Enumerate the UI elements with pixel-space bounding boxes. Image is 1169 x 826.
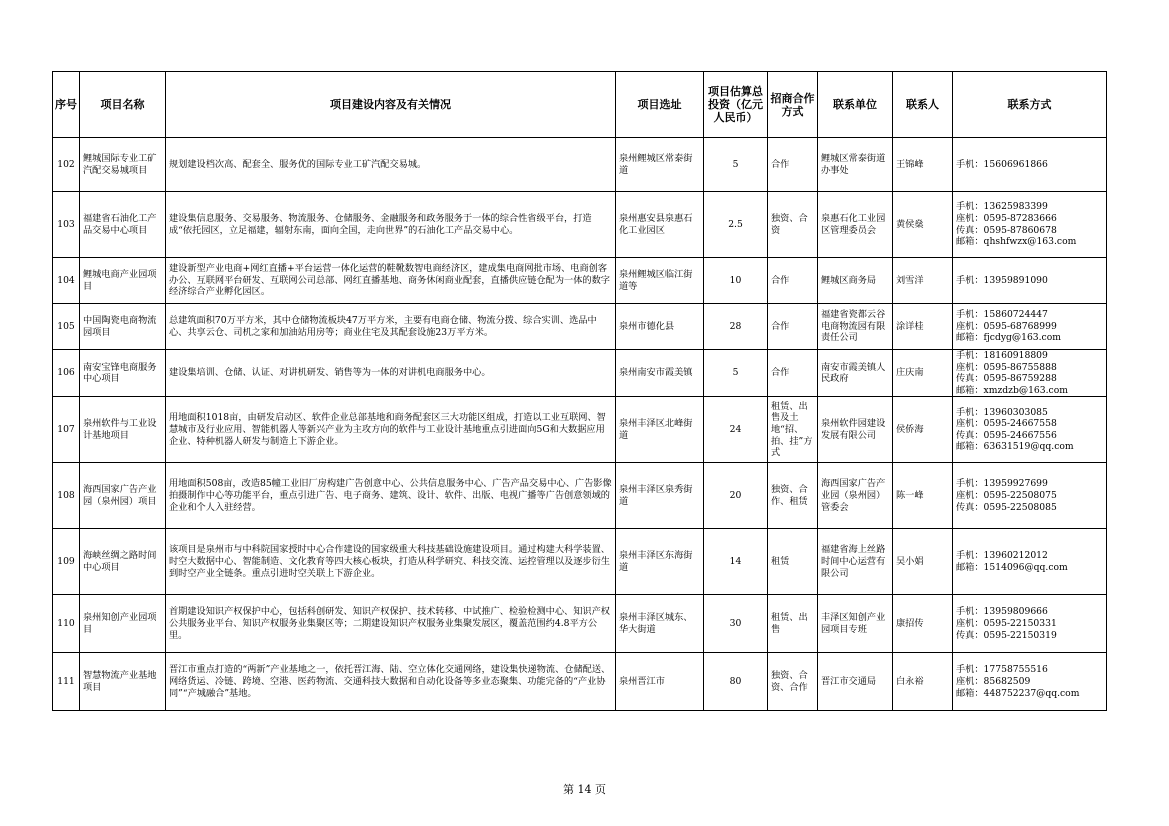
contact-line: 座机：0595-22508075 — [956, 490, 1057, 502]
cell-invest: 2.5 — [704, 192, 768, 258]
contact-line: 手机：18160918809 — [956, 350, 1048, 361]
cell-unit: 福建省瓷都云谷电商物流园有限责任公司 — [818, 304, 893, 350]
cell-name: 海峡丝绸之路时间中心项目 — [80, 529, 166, 595]
cell-name: 福建省石油化工产品交易中心项目 — [80, 192, 166, 258]
contact-line: 手机：15860724447 — [956, 309, 1048, 321]
cell-unit: 泉惠石化工业园区管理委员会 — [818, 192, 893, 258]
header-site: 项目选址 — [616, 72, 704, 138]
contact-line: 手机：13625983399 — [956, 201, 1048, 213]
cell-unit: 晋江市交通局 — [818, 653, 893, 711]
contact-line: 手机：15606961866 — [956, 158, 1048, 170]
table-row — [53, 138, 1107, 192]
cell-person: 刘雪洋 — [893, 258, 953, 304]
cell-content: 晋江市重点打造的“两新”产业基地之一，依托晋江海、陆、空立体化交通网络，建设集快递物流、仓储配送、网络货运、冷链、跨境、空港、医药物流、交通科技大数据和自动化设备等多业态聚集、功能完备的“产业协同”“产城融合”基地。 — [166, 653, 616, 711]
cell-invest: 20 — [704, 463, 768, 529]
cell-unit: 鲤城区商务局 — [818, 258, 893, 304]
cell-no: 109 — [53, 529, 80, 595]
cell-site: 泉州晋江市 — [616, 653, 704, 711]
cell-mode: 合作 — [768, 350, 818, 397]
cell-unit: 南安市霞美镇人民政府 — [818, 350, 893, 397]
cell-person: 吴小娟 — [893, 529, 953, 595]
cell-person: 黄侯燊 — [893, 192, 953, 258]
cell-content: 建设集信息服务、交易服务、物流服务、仓储服务、金融服务和政务服务于一体的综合性省级平台，打造成“依托园区，立足福建，辐射东南，面向全国，走向世界”的石油化工产品交易中心。 — [166, 192, 616, 258]
cell-site: 泉州市德化县 — [616, 304, 704, 350]
cell-content: 首期建设知识产权保护中心，包括科创研发、知识产权保护、技术转移、中试推广、检验检测中心、知识产权公共服务业平台、知识产权服务业集聚区等；二期建设知识产权服务业集聚发展区，覆盖范围约4.8平方公里。 — [166, 595, 616, 653]
contact-line: 手机：13960212012 — [956, 550, 1048, 562]
page-number: 第 14 页 — [563, 783, 606, 796]
cell-site: 泉州惠安县泉惠石化工业园区 — [616, 192, 704, 258]
contact-line: 手机：13959809666 — [956, 606, 1048, 618]
cell-name: 海西国家广告产业园（泉州园）项目 — [80, 463, 166, 529]
cell-invest: 24 — [704, 397, 768, 463]
cell-contact — [953, 350, 1107, 397]
contact-line: 传真：0595-86759288 — [956, 373, 1057, 385]
cell-contact — [953, 258, 1107, 304]
table-row — [53, 258, 1107, 304]
table-row — [53, 529, 1107, 595]
cell-content: 用地面积1018亩，由研发启动区、软件企业总部基地和商务配套区三大功能区组成，打造以工业互联网、智慧城市及行业应用、智能机器人等新兴产业为主攻方向的软件与工业设计基地重点引进面向5G和大数据应用企业、特种机器人研发与制造上下游企业。 — [166, 397, 616, 463]
cell-person: 白永裕 — [893, 653, 953, 711]
header-invest: 项目估算总投资（亿元人民币） — [704, 72, 768, 138]
cell-person: 庄庆南 — [893, 350, 953, 397]
cell-unit: 鲤城区常泰街道办事处 — [818, 138, 893, 192]
contact-line: 座机：0595-87283666 — [956, 212, 1057, 224]
contact-line: 手机：17758755516 — [956, 664, 1048, 676]
cell-unit: 泉州软件园建设发展有限公司 — [818, 397, 893, 463]
cell-site: 泉州丰泽区北峰街道 — [616, 397, 704, 463]
cell-content: 用地面积508亩，改造85幢工业旧厂房构建广告创意中心、公共信息服务中心、广告产品交易中心、广告影像拍摄制作中心等功能平台，重点引进广告、电子商务、建筑、设计、软件、出版、电视广播等广告创意领域的企业和个人入驻经营。 — [166, 463, 616, 529]
cell-no: 108 — [53, 463, 80, 529]
cell-mode: 独资、合作、租赁 — [768, 463, 818, 529]
cell-invest: 10 — [704, 258, 768, 304]
cell-unit: 丰泽区知创产业园项目专班 — [818, 595, 893, 653]
contact-line: 邮箱：1514096@qq.com — [956, 561, 1068, 573]
header-mode: 招商合作方式 — [768, 72, 818, 138]
cell-unit: 福建省海上丝路时间中心运营有限公司 — [818, 529, 893, 595]
table-row — [53, 192, 1107, 258]
table-row — [53, 397, 1107, 463]
table-row — [53, 653, 1107, 711]
cell-invest: 5 — [704, 350, 768, 397]
cell-mode: 租赁 — [768, 529, 818, 595]
cell-unit: 海西国家广告产业园（泉州园）管委会 — [818, 463, 893, 529]
contact-line: 座机：0595-68768999 — [956, 320, 1057, 332]
cell-no: 105 — [53, 304, 80, 350]
header-name: 项目名称 — [80, 72, 166, 138]
contact-line: 邮箱：fjcdyg@163.com — [956, 332, 1061, 344]
cell-mode: 租赁、出售 — [768, 595, 818, 653]
cell-person: 康招传 — [893, 595, 953, 653]
header-person: 联系人 — [893, 72, 953, 138]
cell-contact — [953, 463, 1107, 529]
contact-line: 邮箱：qhshfwzx@163.com — [956, 236, 1077, 248]
header-row — [53, 72, 1107, 138]
cell-site: 泉州丰泽区城东、华大街道 — [616, 595, 704, 653]
table-row — [53, 350, 1107, 397]
cell-name: 智慧物流产业基地项目 — [80, 653, 166, 711]
table-row — [53, 304, 1107, 350]
cell-contact — [953, 397, 1107, 463]
header-content: 项目建设内容及有关情况 — [166, 72, 616, 138]
contact-line: 传真：0595-22508085 — [956, 501, 1057, 513]
cell-no: 103 — [53, 192, 80, 258]
cell-site: 泉州南安市霞美镇 — [616, 350, 704, 397]
cell-no: 107 — [53, 397, 80, 463]
cell-content: 规划建设档次高、配套全、服务优的国际专业工矿汽配交易城。 — [166, 138, 616, 192]
contact-line: 传真：0595-22150319 — [956, 629, 1057, 641]
cell-contact — [953, 653, 1107, 711]
cell-contact — [953, 192, 1107, 258]
contact-line: 手机：13959927699 — [956, 478, 1048, 490]
contact-line: 座机：0595-22150331 — [956, 618, 1057, 630]
cell-no: 102 — [53, 138, 80, 192]
cell-site: 泉州鲤城区临江街道等 — [616, 258, 704, 304]
cell-name: 鲤城国际专业工矿汽配交易城项目 — [80, 138, 166, 192]
cell-invest: 28 — [704, 304, 768, 350]
cell-person: 陈一峰 — [893, 463, 953, 529]
cell-person: 王锦峰 — [893, 138, 953, 192]
header-no: 序号 — [53, 72, 80, 138]
cell-site: 泉州丰泽区东海街道 — [616, 529, 704, 595]
cell-name: 泉州软件与工业设计基地项目 — [80, 397, 166, 463]
cell-name: 鲤城电商产业园项目 — [80, 258, 166, 304]
table-body — [53, 138, 1107, 711]
contact-line: 传真：0595-24667556 — [956, 429, 1057, 441]
contact-line: 邮箱：63631519@qq.com — [956, 441, 1074, 453]
cell-no: 106 — [53, 350, 80, 397]
contact-line: 手机：13959891090 — [956, 274, 1048, 286]
cell-content: 该项目是泉州市与中科院国家授时中心合作建设的国家级重大科技基础设施建设项目。通过构建大科学装置、时空大数据中心、智能制造、文化教育等四大核心板块，打造从科学研究、科技交流、运控管理以及逐步衍生到时空产业全链条。重点引进时空关联上下游企业。 — [166, 529, 616, 595]
cell-contact — [953, 595, 1107, 653]
cell-contact — [953, 529, 1107, 595]
cell-mode: 独资、合资 — [768, 192, 818, 258]
header-unit: 联系单位 — [818, 72, 893, 138]
cell-no: 110 — [53, 595, 80, 653]
cell-name: 泉州知创产业园项目 — [80, 595, 166, 653]
contact-line: 座机：0595-86755888 — [956, 361, 1057, 373]
cell-site: 泉州鲤城区常泰街道 — [616, 138, 704, 192]
cell-invest: 30 — [704, 595, 768, 653]
cell-no: 104 — [53, 258, 80, 304]
cell-contact — [953, 304, 1107, 350]
cell-content: 建设集培训、仓储、认证、对讲机研发、销售等为一体的对讲机电商服务中心。 — [166, 350, 616, 397]
table-row — [53, 595, 1107, 653]
cell-mode: 独资、合资、合作 — [768, 653, 818, 711]
cell-no: 111 — [53, 653, 80, 711]
cell-mode: 合作 — [768, 258, 818, 304]
cell-content: 总建筑面积70万平方米，其中仓储物流板块47万平方米，主要有电商仓储、物流分拨、综合实训、选品中心、共享云仓、司机之家和加油站用房等；商业住宅及其配套设施23万平方米。 — [166, 304, 616, 350]
contact-line: 座机：0595-24667558 — [956, 418, 1057, 430]
cell-site: 泉州丰泽区泉秀街道 — [616, 463, 704, 529]
cell-invest: 80 — [704, 653, 768, 711]
cell-person: 涂详桂 — [893, 304, 953, 350]
cell-name: 中国陶瓷电商物流园项目 — [80, 304, 166, 350]
contact-line: 邮箱：xmzdzb@163.com — [956, 384, 1068, 396]
contact-line: 邮箱：448752237@qq.com — [956, 687, 1080, 699]
contact-line: 座机：85682509 — [956, 676, 1031, 688]
contact-line: 传真：0595-87860678 — [956, 224, 1057, 236]
cell-invest: 14 — [704, 529, 768, 595]
cell-invest: 5 — [704, 138, 768, 192]
cell-contact — [953, 138, 1107, 192]
cell-mode: 合作 — [768, 138, 818, 192]
cell-name: 南安宝锋电商服务中心项目 — [80, 350, 166, 397]
contact-line: 手机：13960303085 — [956, 406, 1048, 418]
cell-content: 建设新型产业电商+网红直播+平台运营一体化运营的鞋靴数智电商经济区，建成集电商网批市场、电商创客办公、互联网平台研发、互联网公司总部、网红直播基地、商务休闲商业配套，直播供应链仓配为一体的数字经济综合产业孵化园区。 — [166, 258, 616, 304]
table-row — [53, 463, 1107, 529]
project-table — [52, 71, 1107, 711]
cell-mode: 合作 — [768, 304, 818, 350]
header-contact: 联系方式 — [953, 72, 1107, 138]
cell-person: 侯侨海 — [893, 397, 953, 463]
cell-mode: 租赁、出售及土地“招、拍、挂”方式 — [768, 397, 818, 463]
